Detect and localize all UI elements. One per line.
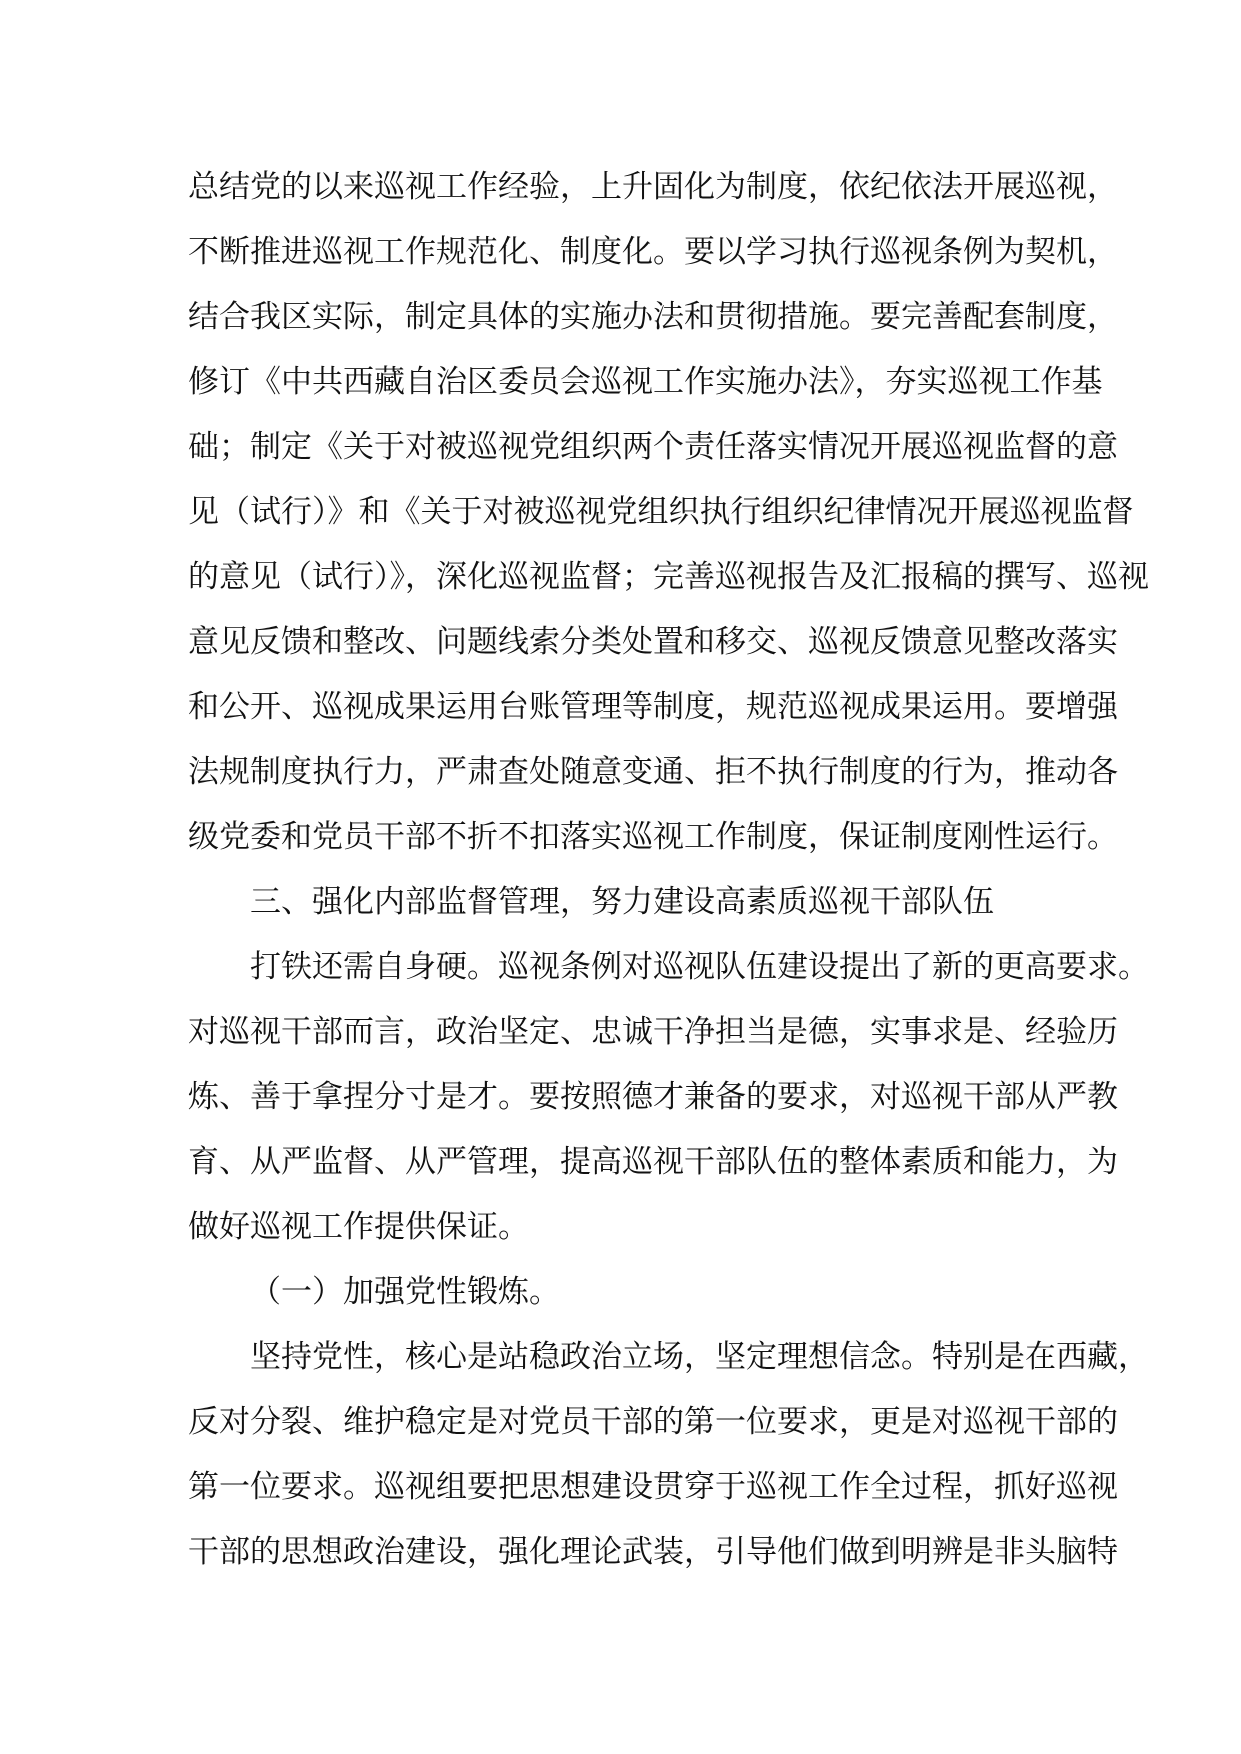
text-line: 的意见（试行）》，深化巡视监督；完善巡视报告及汇报稿的撰写、巡视 bbox=[188, 559, 1149, 595]
subsection-heading: （一）加强党性锻炼。 bbox=[250, 1274, 560, 1310]
text-line: 意见反馈和整改、问题线索分类处置和移交、巡视反馈意见整改落实 bbox=[188, 624, 1118, 660]
text-line: 炼、善于拿捏分寸是才。要按照德才兼备的要求，对巡视干部从严教 bbox=[188, 1079, 1118, 1115]
text-line: 反对分裂、维护稳定是对党员干部的第一位要求，更是对巡视干部的 bbox=[188, 1404, 1118, 1440]
text-line: 打铁还需自身硬。巡视条例对巡视队伍建设提出了新的更高要求。 bbox=[250, 949, 1149, 985]
text-line: 结合我区实际，制定具体的实施办法和贯彻措施。要完善配套制度， bbox=[188, 299, 1118, 335]
text-line: 第一位要求。巡视组要把思想建设贯穿于巡视工作全过程，抓好巡视 bbox=[188, 1469, 1118, 1505]
text-line: 不断推进巡视工作规范化、制度化。要以学习执行巡视条例为契机， bbox=[188, 234, 1118, 270]
text-line: 育、从严监督、从严管理，提高巡视干部队伍的整体素质和能力，为 bbox=[188, 1144, 1118, 1180]
text-line: 对巡视干部而言，政治坚定、忠诚干净担当是德，实事求是、经验历 bbox=[188, 1014, 1118, 1050]
text-line: 修订《中共西藏自治区委员会巡视工作实施办法》，夯实巡视工作基 bbox=[188, 364, 1103, 400]
text-line: 干部的思想政治建设，强化理论武装，引导他们做到明辨是非头脑特 bbox=[188, 1534, 1118, 1570]
section-heading: 三、强化内部监督管理，努力建设高素质巡视干部队伍 bbox=[250, 884, 994, 920]
text-line: 和公开、巡视成果运用台账管理等制度，规范巡视成果运用。要增强 bbox=[188, 689, 1118, 725]
text-line: 见（试行）》和《关于对被巡视党组织执行组织纪律情况开展巡视监督 bbox=[188, 494, 1134, 530]
text-line: 坚持党性，核心是站稳政治立场，坚定理想信念。特别是在西藏， bbox=[250, 1339, 1149, 1375]
text-line: 级党委和党员干部不折不扣落实巡视工作制度，保证制度刚性运行。 bbox=[188, 819, 1118, 855]
text-line: 总结党的以来巡视工作经验，上升固化为制度，依纪依法开展巡视， bbox=[188, 169, 1118, 205]
document-body bbox=[188, 155, 1149, 1585]
text-line: 做好巡视工作提供保证。 bbox=[188, 1209, 529, 1245]
text-line: 础；制定《关于对被巡视党组织两个责任落实情况开展巡视监督的意 bbox=[188, 429, 1118, 465]
text-line: 法规制度执行力，严肃查处随意变通、拒不执行制度的行为，推动各 bbox=[188, 754, 1118, 790]
